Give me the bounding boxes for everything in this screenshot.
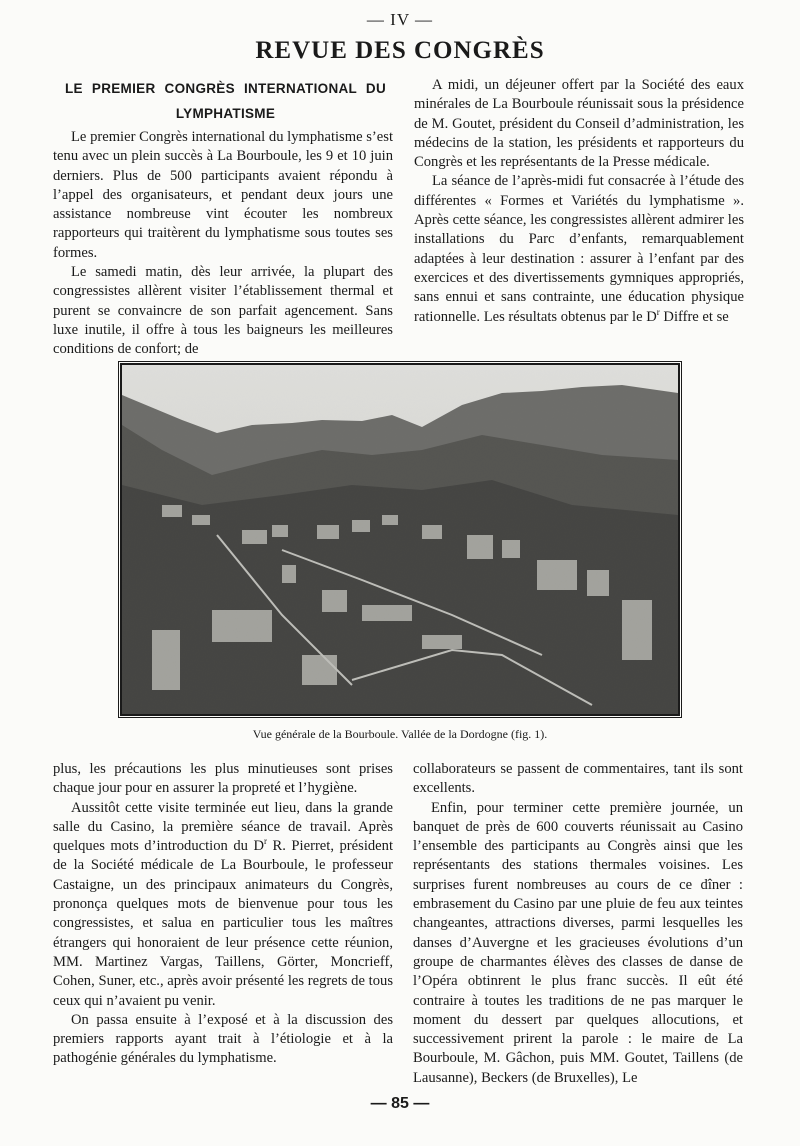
journal-title: REVUE DES CONGRÈS [255, 37, 545, 64]
paragraph: Enfin, pour terminer cette première journée, un banquet de près de 600 couverts réunissait au Casino l’ensemble des participants au Congrès ainsi que les représentants des stations thermales voisines. Les surprises furent nombreuses au cours de ce dîner : embrasement du Casino par une pluie de feu aux teintes changeantes, attractions diverses, parmi lesquelles les danses d’Auvergne et les gracieuses évolutions d’un groupe de charmantes élèves des classes de danse de l’Opéra obtinrent le plus franc succès. Il eût été contraire à toutes les traditions de ne pas marquer le moment du dessert par quelques allocutions, et successivement prirent la parole : le maire de La Bourboule, M. Gâchon, puis MM. Goutet, Taillens (de Lausanne), Beckers (de Bruxelles), Le [413, 799, 743, 1086]
column-right-top [414, 76, 744, 327]
paragraph: Le samedi matin, dès leur arrivée, la plupart des congressistes allèrent visiter l’établissement thermal et purent se convaincre de son parfait agencement. Sans luxe inutile, il offre à tous les baigneurs les meilleures conditions de confort; de [53, 264, 393, 358]
text-run: Diffre et se [659, 308, 729, 325]
paragraph: Le premier Congrès international du lymphatisme s’est tenu avec un plein succès à La Bourboule, les 9 et 10 juin derniers. Plus de 500 participants avaient répondu à l’appel des organisateurs, et pendant deux jours une assistance nombreuse vint écouter les nombreux rapporteurs qui traitèrent du lymphatisme sous toutes ses formes. [53, 129, 393, 261]
paragraph: On passa ensuite à l’exposé et à la discussion des premiers rapports ayant trait à l’étiologie et à la pathogénie générales du lymphatisme. [53, 1011, 393, 1067]
column-left-top [53, 128, 393, 360]
section-number: — IV — [366, 10, 434, 29]
paragraph [53, 799, 393, 1011]
text-run: La séance de l’après-midi fut consacrée à l’étude des différentes « Formes et Variétés du lymphatisme ». Après cette séance, les congressistes allèrent admirer les installations du Parc d’enfants, remarquablement adaptées à leur destination : assurer à l’enfant par des exercices et des divertissements gymniques appropriés, sans ennui et sans contrainte, une éducation physique rationnelle. Les résultats obtenus par le D [414, 173, 744, 325]
paragraph: collaborateurs se passent de commentaires, tant ils sont excellents. [413, 761, 743, 797]
article-heading-line-1: LE PREMIER CONGRÈS INTERNATIONAL DU [64, 81, 386, 96]
figure-caption: Vue générale de la Bourboule. Vallée de la Dordogne (fig. 1). [252, 727, 548, 741]
paragraph: A midi, un déjeuner offert par la Société des eaux minérales de La Bourboule réunissait sous la présidence de M. Goutet, président du Conseil d’administration, les médecins de la station, les présidents et rapporteurs du Congrès et les représentants de la Presse médicale. [414, 77, 744, 171]
paragraph [414, 172, 744, 326]
column-left-bottom [53, 760, 393, 1069]
grain-overlay [122, 365, 678, 714]
page-number: — 85 — [370, 1095, 430, 1112]
town-valley-photo [122, 365, 678, 714]
superscript: r [656, 306, 660, 317]
paragraph: plus, les précautions les plus minutieuses sont prises chaque jour pour en assurer la propreté et l’hygiène. [53, 761, 393, 797]
text-run: Aussitôt cette visite terminée eut lieu, dans la grande salle du Casino, la première séance de travail. Après quelques mots d’introduction du D [53, 799, 393, 855]
article-heading-line-2: LYMPHATISME [175, 106, 276, 121]
figure-photo [120, 363, 680, 716]
text-run: R. Pierret, président de la Société médicale de La Bourboule, le professeur Castaigne, un des principaux animateurs du Congrès, prononça quelques mots de bienvenue pour tous les congressistes, et salua en particulier tous les maîtres étrangers qui honoraient de leur présence cette réunion, MM. Martinez Vargas, Taillens, Görter, Moncrieff, Cohen, Suner, etc., après avoir présenté les regrets de tous ceux qui n’avaient pu venir. [53, 838, 394, 1009]
article-heading [53, 76, 398, 126]
superscript: r [264, 836, 267, 847]
column-right-bottom [413, 760, 743, 1088]
